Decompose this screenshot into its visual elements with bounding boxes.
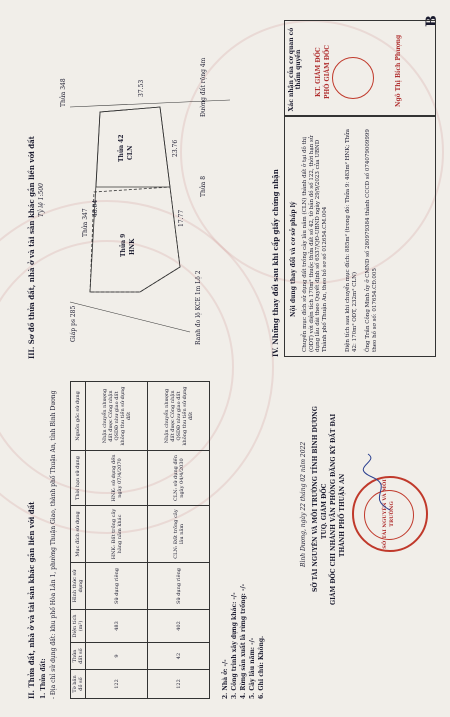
table-cell: CLN: sử dụng đến ngày 04/4/2030 (148, 451, 210, 506)
label-thua348: Thửa 348 (60, 78, 67, 107)
col-header: Diện tích (m²) (71, 610, 86, 643)
label-thua9: Thửa 9 (120, 233, 127, 257)
dim-label: 48.04 (92, 199, 99, 217)
label-giap: Giáp ps 285 (70, 305, 77, 342)
parcel-outline (90, 107, 180, 292)
section2-sub1: 1. Thửa đất: (40, 658, 47, 699)
label-road1: Đường đất rộng 4m (200, 57, 207, 117)
land-table-header (71, 382, 86, 699)
table-cell: 9 (86, 643, 148, 670)
signature (360, 452, 400, 512)
section4-title: IV. Những thay đổi sau khi cấp giấy chứng nhận (271, 169, 280, 357)
land-address: - Địa chỉ sử dụng đất: khu phố Hòa Lân 1, phường Thuận Giao, thành phố Thuận An, tỉnh Bình Dương (50, 390, 57, 699)
label-thua8: Thửa 8 (200, 175, 207, 197)
dim-label: 23.76 (172, 139, 179, 157)
table-row (148, 382, 210, 699)
label-thua42: Thửa 42 (118, 134, 125, 162)
confirm-sub: PHÓ GIÁM ĐỐC (324, 44, 331, 99)
dim-label: 37.53 (138, 79, 145, 97)
table-cell: HNK: Đất trồng cây hàng năm khác (86, 506, 148, 563)
table-cell: Sử dụng riêng (86, 563, 148, 610)
table-cell: 122 (148, 670, 210, 699)
section2-title: II. Thửa đất, nhà ở và tài sản khác gắn liền với đất (27, 501, 36, 699)
table-cell: 402 (148, 610, 210, 643)
label-road2: Ranh đo lộ KCE 1m Lộ 2 (195, 270, 202, 345)
item-house: 2. Nhà ở: -/- (222, 659, 229, 699)
col-header: Mục đích sử dụng (71, 506, 86, 563)
signing-line2: TUQ. GIÁM ĐỐC (321, 483, 328, 539)
item-perennial: 5. Cây lâu năm: -/- (249, 637, 256, 699)
col-change: Nội dung thay đổi và cơ sở pháp lý (290, 201, 297, 317)
table-row (86, 382, 148, 699)
table-cell: Sử dụng riêng (148, 563, 210, 610)
label-thua9-use: HNK (129, 238, 136, 255)
table-cell: Nhận chuyển nhượng đất được Công nhận QSDĐ như giao đất không thu tiền sử dụng đất (148, 382, 210, 451)
land-sketch (27, 22, 260, 362)
col-header: Hình thức sử dụng (71, 563, 86, 610)
item-construction: 3. Công trình xây dựng khác: -/- (231, 592, 238, 699)
confirm-stamp (332, 57, 374, 99)
change-content-2: Diện tích sau khi chuyển mục đích: 885m² (trong đó: Thửa 9: 483m² HNK; Thửa 42: 170m² ODT, 232m² CLN) (345, 129, 358, 352)
table-cell: HNK: sử dụng đến ngày 07/4/2070 (86, 451, 148, 506)
col-header: Thửa đất số (71, 643, 86, 670)
item-note: 6. Ghi chú: Không. (258, 635, 265, 699)
stamp-text: SỞ TÀI NGUYÊN VÀ MÔI TRƯỜNG (382, 479, 395, 549)
land-table (70, 381, 210, 699)
label-thua347: Thửa 347 (82, 208, 89, 237)
table-cell: 42 (148, 643, 210, 670)
col-header: Thời hạn sử dụng (71, 451, 86, 506)
table-cell: 122 (86, 670, 148, 699)
signing-line3: GIÁM ĐỐC CHI NHÁNH VĂN PHÒNG ĐĂNG KÝ ĐẤT ĐAI (330, 413, 337, 605)
dim-label: 17.77 (178, 209, 185, 227)
sketch-scale: Tỷ lệ 1:500 (38, 183, 45, 217)
table-cell: Nhận chuyển nhượng đất được Công nhận QSDĐ như giao đất không thu tiền sử dụng đất (86, 382, 148, 451)
signing-line4: THÀNH PHỐ THUẬN AN (339, 473, 346, 557)
change-content: Chuyển mục đích sử dụng đất trồng cây lâu năm (CLN) thành đất ở tại đô thị (ODT) với diện tích 170m² thuộc thửa đất số 42, tờ bản đồ số 122, thời hạn sử dụng lâu dài theo Quyết định số 6537/QĐ-UBND ngày 29/9/2023 của UBND Thành phố Thuận An, theo hồ sơ số 012654.CM.004 (302, 135, 328, 352)
signing-date: Bình Dương, ngày 22 tháng 02 năm 2022 (300, 441, 307, 567)
col-header: Nguồn gốc sử dụng (71, 382, 86, 451)
confirm-name: Ngô Thị Bích Phượng (395, 34, 402, 107)
item-forest: 4. Rừng sản xuất là rừng trồng: -/- (240, 583, 247, 699)
road-line (70, 302, 190, 332)
section3-title: III. Sơ đồ thửa đất, nhà ở và tài sản khác gắn liền với đất (27, 136, 36, 359)
change-content-3: Ông Trần Công Minh ủy ở CMND số 280979384 thành CCCD số 074079009999 theo hồ sơ số: 017654.CĐ.005 (365, 129, 378, 352)
corner-letter: B (424, 15, 440, 27)
confirm-title: KT. GIÁM ĐỐC (315, 47, 322, 97)
table-cell: 483 (86, 610, 148, 643)
col-header: Tờ bản đồ số (71, 670, 86, 699)
col-confirm: Xác nhận của cơ quan có thẩm quyền (288, 27, 302, 112)
signing-line1: SỞ TÀI NGUYÊN VÀ MÔI TRƯỜNG TỈNH BÌNH DƯƠNG (312, 406, 319, 592)
table-cell: CLN: Đất trồng cây lâu năm (148, 506, 210, 563)
label-thua42-use: CLN (127, 145, 134, 160)
